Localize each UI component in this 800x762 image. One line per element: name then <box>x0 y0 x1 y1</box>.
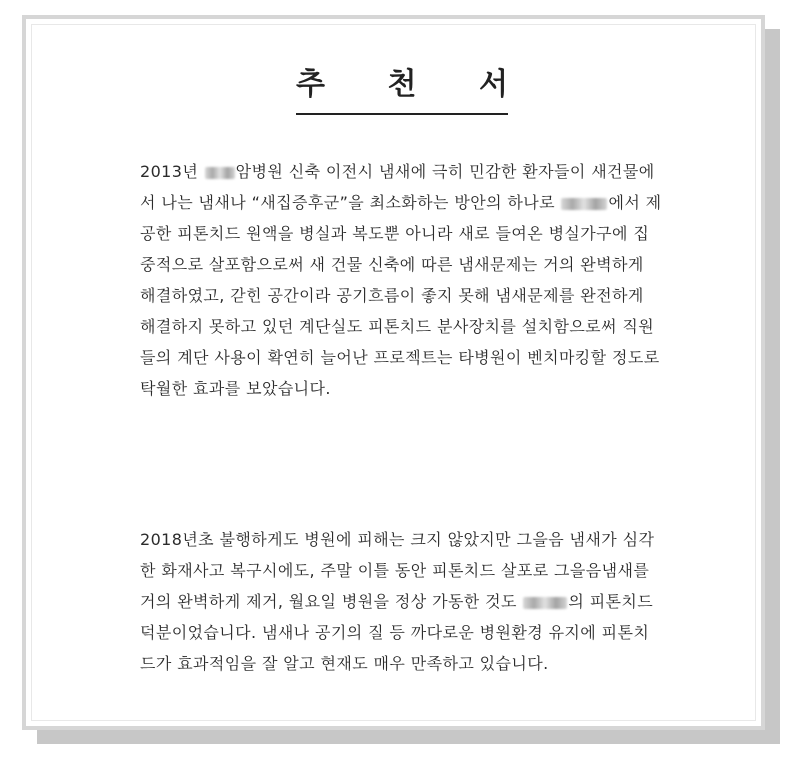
title-underline <box>296 113 508 115</box>
paragraph-line <box>140 311 670 342</box>
paragraph-line <box>140 586 670 617</box>
document-title <box>296 64 508 106</box>
paragraph-line <box>140 218 670 249</box>
line-text: 덕분이었습니다. 냄새나 공기의 질 등 까다로운 병원환경 유지에 피톤치 <box>140 623 650 642</box>
line-text-before: 거의 완벽하게 제거, 월요일 병원을 정상 가동한 것도 <box>140 592 523 611</box>
line-text: 들의 계단 사용이 확연히 늘어난 프로젝트는 타병원이 벤치마킹할 정도로 <box>140 348 660 367</box>
redacted-hospital-name <box>205 167 235 179</box>
paragraph-2 <box>140 524 670 679</box>
line-text: 해결하였고, 갇힌 공간이라 공기흐름이 좋지 못해 냄새문제를 완전하게 <box>140 286 644 305</box>
paragraph-line <box>140 617 670 648</box>
redacted-company-name <box>561 198 607 210</box>
recommendation-letter-page <box>22 15 765 730</box>
line-text-before: 2013년 <box>140 162 204 181</box>
line-text: 드가 효과적임을 잘 알고 현재도 매우 만족하고 있습니다. <box>140 654 549 673</box>
line-text: 중적으로 살포함으로써 새 건물 신축에 따른 냄새문제는 거의 완벽하게 <box>140 255 644 274</box>
line-text-after: 의 피톤치드 <box>568 592 654 611</box>
line-text: 탁월한 효과를 보았습니다. <box>140 379 331 398</box>
paragraph-1 <box>140 156 670 404</box>
line-text: 해결하지 못하고 있던 계단실도 피톤치드 분사장치를 설치함으로써 직원 <box>140 317 655 336</box>
line-text <box>140 586 653 617</box>
line-text: 공한 피톤치드 원액을 병실과 복도뿐 아니라 새로 들여온 병실가구에 집 <box>140 224 650 243</box>
line-text-after: 암병원 신축 이전시 냄새에 극히 민감한 환자들이 새건물에 <box>235 162 655 181</box>
paragraph-line <box>140 555 670 586</box>
redacted-company-name <box>523 597 567 609</box>
title-char-2: 천 <box>387 67 417 102</box>
line-text-after: 에서 제 <box>608 193 662 212</box>
paragraph-line <box>140 342 670 373</box>
line-text-before: 서 나는 냄새나 “새집증후군”을 최소화하는 방안의 하나로 <box>140 193 561 212</box>
paragraph-line <box>140 249 670 280</box>
line-text <box>140 187 662 218</box>
paragraph-line <box>140 280 670 311</box>
title-char-1: 추 <box>296 67 325 102</box>
paragraph-line <box>140 373 670 404</box>
paragraph-line <box>140 648 670 679</box>
paragraph-line <box>140 156 670 187</box>
line-text <box>140 156 655 187</box>
title-char-3: 서 <box>479 67 508 102</box>
paragraph-line <box>140 187 670 218</box>
line-text: 2018년초 불행하게도 병원에 피해는 크지 않았지만 그을음 냄새가 심각 <box>140 530 655 549</box>
paragraph-line <box>140 524 670 555</box>
line-text: 한 화재사고 복구시에도, 주말 이틀 동안 피톤치드 살포로 그을음냄새를 <box>140 561 650 580</box>
